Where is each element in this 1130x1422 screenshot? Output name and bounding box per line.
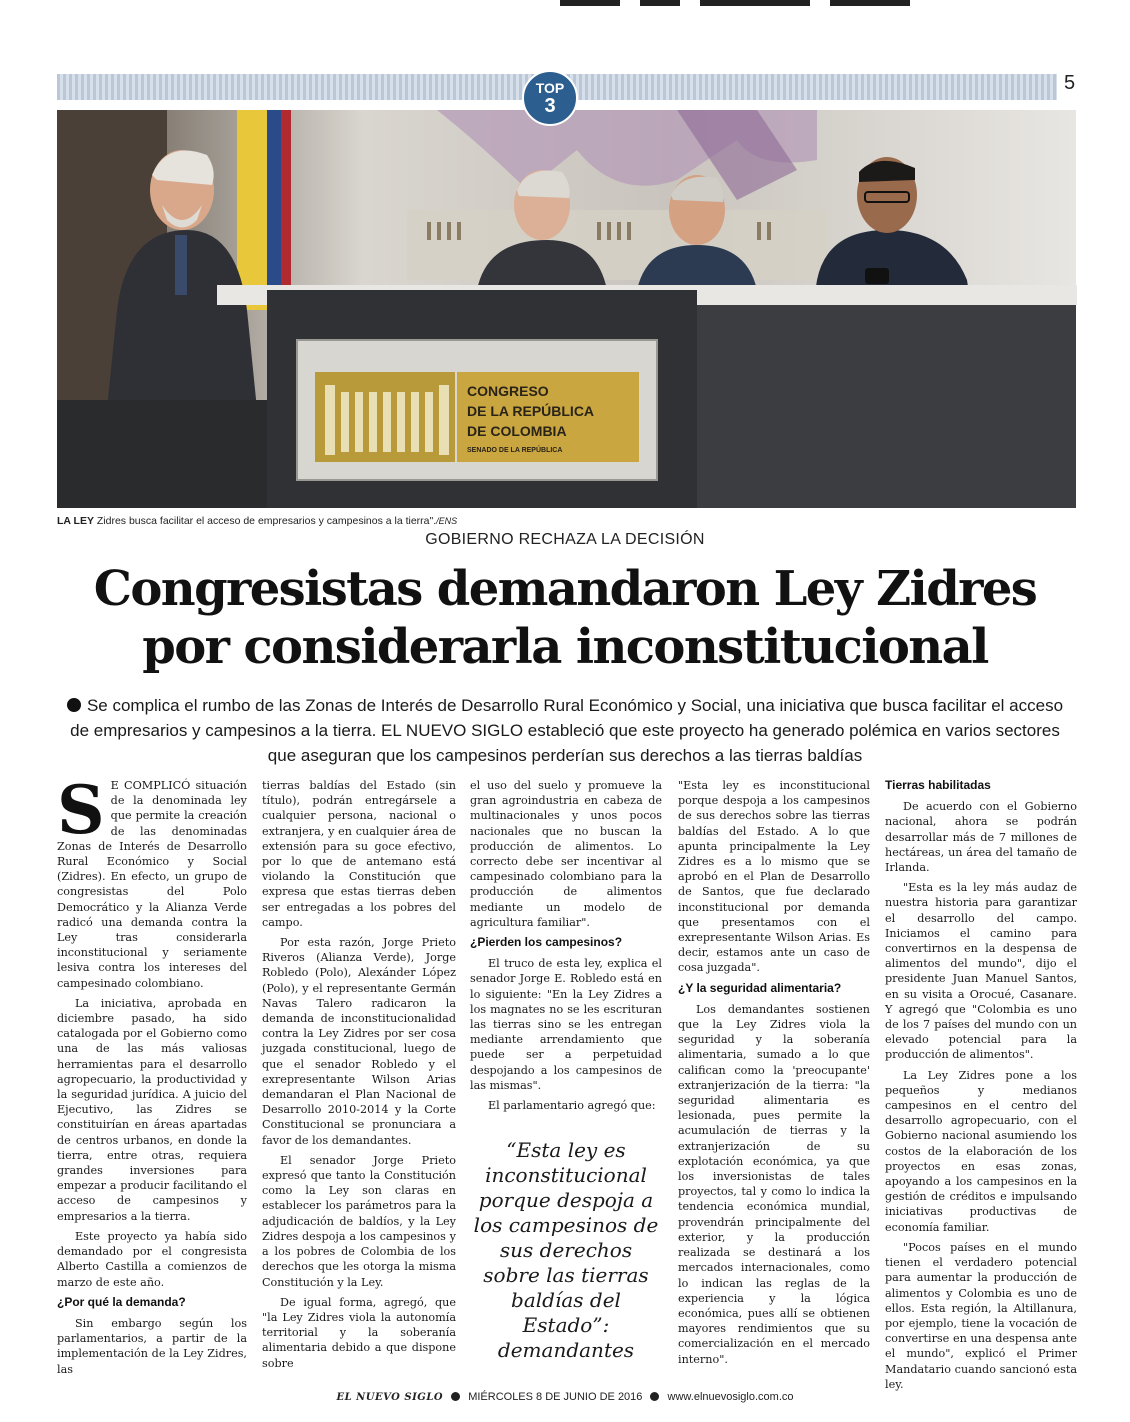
photo-caption (57, 515, 857, 527)
plaque-line2: DE LA REPÚBLICA (467, 403, 595, 419)
page-footer (0, 1391, 1130, 1403)
paragraph: "Esta ley es inconstitucional porque despoja a los campesinos de sus derechos sobre las tierras baldías del Estado. A lo que apunta principalmente la Ley Zidres es a lo mismo que se aprobó en el Plan de Desarrollo de Santos, que fue declarado inconstitucional por demanda que presentamos con el exrepresentante Wilson Arias. Es decir, estamos ante un caso de cosa juzgada". (678, 779, 870, 975)
column-3 (470, 778, 662, 1128)
column-4 (678, 778, 870, 1370)
paragraph: "Esta es la ley más audaz de nuestra historia para garantizar el desarrollo del campo. Iniciamos el camino para convertirnos en la despensa de alimentos del mundo", dijo el presidente Juan Manuel Santos, en su visita a Orocué, Casanare. Y agregó que "Colombia es uno de los 7 países del mundo con un elevado potencial para la producción de alimentos". (885, 881, 1077, 1062)
caption-lead: LA LEY (57, 515, 94, 527)
paragraph: El senador Jorge Prieto expresó que tanto la Constitución como la Ley son claras en establecer los parámetros para la adjudicación de baldíos, y la Ley Zidres despoja a los campesinos y a los pobres de Colombia de los derechos que les otorga la misma Constitución y la Ley. (262, 1153, 456, 1289)
paragraph: Sin embargo según los parlamentarios, a partir de la implementación de la Ley Zidres, las (57, 1316, 247, 1376)
news-photo (57, 110, 1076, 508)
pull-quote: “Esta ley es inconstitucional porque despoja a los campesinos de sus derechos sobre las tierras baldías del Estado”: demandantes (473, 1138, 659, 1362)
paragraph: El truco de esta ley, explica el senador Jorge E. Robledo está en lo siguiente: "En la Ley Zidres a los magnates no se les escrituran las tierras sino se les entregan mediante arrendamiento que puede ser a perpetuidad despojando a los campesinos de las mismas". (470, 957, 662, 1092)
top3-badge (522, 70, 578, 126)
paragraph: La Ley Zidres pone a los pequeños y medianos campesinos en el centro del desarrollo agropecuario, con el Gobierno nacional asumiendo los costos de la elaboración de los proyectos en esas zonas, apoyando a los campesinos en la gestión de créditos e impulsando iniciativas productivas de economía familiar. (885, 1068, 1077, 1234)
badge-number: 3 (544, 95, 556, 117)
kicker: GOBIERNO RECHAZA LA DECISIÓN (425, 531, 705, 548)
paragraph: Este proyecto ya había sido demandado por el congresista Alberto Castilla a comienzos de marzo de este año. (57, 1229, 247, 1289)
back-bench (407, 210, 827, 280)
footer-date: MIÉRCOLES 8 DE JUNIO DE 2016 (468, 1391, 643, 1403)
headline-line-1: Congresistas demandaron Ley Zidres (93, 561, 1037, 617)
bullet-icon (650, 1392, 659, 1401)
headline (30, 560, 1100, 676)
subheading: Tierras habilitadas (885, 778, 991, 792)
paragraph: De igual forma, agregó, que "la Ley Zidres viola la autonomía territorial y la soberanía alimentaria debido a que dispone sobre (262, 1295, 456, 1370)
plaque-line4: SENADO DE LA REPÚBLICA (467, 447, 563, 454)
subheading: ¿Pierden los campesinos? (470, 935, 623, 950)
subheading: ¿Por qué la demanda? (57, 1294, 186, 1309)
bullet-icon (67, 698, 81, 712)
badge-label: TOP (535, 80, 565, 96)
caption-text: Zidres busca facilitar el acceso de empresarios y campesinos a la tierra". (93, 515, 437, 527)
column-2 (262, 778, 456, 1370)
bullet-icon (451, 1392, 460, 1401)
paragraph: De acuerdo con el Gobierno nacional, ahora se podrán desarrollar más de 7 millones de hectáreas, un área del tamaño de Irlanda. (885, 800, 1077, 875)
subheading: ¿Y la seguridad alimentaria? (678, 980, 842, 995)
paragraph: tierras baldías del Estado (sin título), podrán entregársele a cualquier persona, nacional o extranjera, y en cualquier área de extensión para su goce efectivo, por lo que de antemano está violando la Constitución que expresa que estas tierras deben ser entregadas a los pobres del campo. (262, 779, 456, 929)
dropcap: S (57, 771, 105, 849)
flag (237, 110, 267, 310)
paragraph-text: E COMPLICÓ situación de la denominada ley que permite la creación de las denominadas Zonas de Interés de Desarrollo Rural Económico y Social (Zidres). En efecto, un grupo de congresistas del Polo Democrático y la Alianza Verde radicó una demanda contra la Ley tras considerarla inconstitucional y seriamente lesiva contra los intereses del campesinado colombiano. (57, 779, 247, 990)
paragraph: "Pocos países en el mundo tienen el verdadero potencial para aumentar la producción de alimentos y Colombia es uno de ellos. Esta región, la Altillanura, por ejemplo, tiene la vocación de convertirse en una despensa ante el mundo", explicó el Primer Mandatario cuando sancionó esta ley. (885, 1240, 1077, 1391)
congress-plaque (297, 340, 657, 480)
paragraph: La iniciativa, aprobada en diciembre pasado, ha sido catalogada por el Gobierno como una de las más valiosas herramientas para el desarrollo agropecuario, la productividad y la seguridad jurídica. A juicio del Ejecutivo, las Zidres se constituirían en áreas apartadas de centros urbanos, en donde la tierra, entre otras, requiera grandes inversiones para empezar a producir facilitando el acceso de campesinos y empresarios a la tierra. (57, 996, 247, 1223)
paragraph: Por esta razón, Jorge Prieto Riveros (Alianza Verde), Jorge Robledo (Polo), Alexánder López (Polo), y el representante Germán Navas Talero radicaron la demanda de inconstitucionalidad contra la Ley Zidres por ser cosa juzgada constitucional, luego de que el senador Robledo y el exrepresentante Wilson Arias demandaran el Plan Nacional de Desarrollo 2010-2014 y la Corte Constitucional se pronunciara a favor de los demandantes. (262, 936, 456, 1147)
paragraph (57, 771, 247, 991)
plaque-line3: DE COLOMBIA (467, 423, 567, 439)
plaque-line1: CONGRESO (467, 383, 549, 399)
footer-url[interactable]: www.elnuevosiglo.com.co (667, 1391, 794, 1403)
newspaper-logo: EL NUEVO SIGLO (336, 1392, 444, 1403)
deck-text: Se complica el rumbo de las Zonas de Interés de Desarrollo Rural Económico y Social, una iniciativa que busca facilitar el acceso de empresarios y campesinos a la tierra. EL NUEVO SIGLO estableció que este proyecto ha generado polémica en varios sectores que aseguran que los campesinos perderían sus derechos a las tierras baldías (70, 696, 1064, 765)
top-crop-strip (0, 0, 1130, 18)
column-1 (57, 771, 247, 1376)
deck (60, 693, 1070, 768)
paragraph: el uso del suelo y promueve la gran agroindustria en cabeza de multinacionales y unos pocos nacionales que no buscan la producción de alimentos. Lo correcto debe ser incentivar al campesinado colombiano para la producción de alimentos mediante un modelo de agricultura familiar". (470, 779, 662, 929)
column-5 (885, 778, 1077, 1391)
caption-credit: /ENS (436, 516, 458, 526)
paragraph: El parlamentario agregó que: (488, 1099, 656, 1113)
paragraph: Los demandantes sostienen que la Ley Zidres viola la seguridad y la soberanía alimentaria, sumado a lo que califican como la 'preocupante' extranjerización de la tierra: "la seguridad alimentaria es lesionada, pues permite la acumulación de tierras y la extranjerización de su explotación económica, ya que los inversionistas de tales proyectos, tal y como lo indica la tendencia económica mundial, provendrán principalmente del exterior, y la producción realizada se destinará a los mercados internacionales, como lo indican las reglas de la experiencia y la lógica económica, pues allí se obtienen mayores rendimientos que su comercialización en el mercado interno". (678, 1002, 870, 1366)
page-number: 5 (1064, 72, 1076, 94)
headline-line-2: por considerarla inconstitucional (142, 619, 988, 675)
